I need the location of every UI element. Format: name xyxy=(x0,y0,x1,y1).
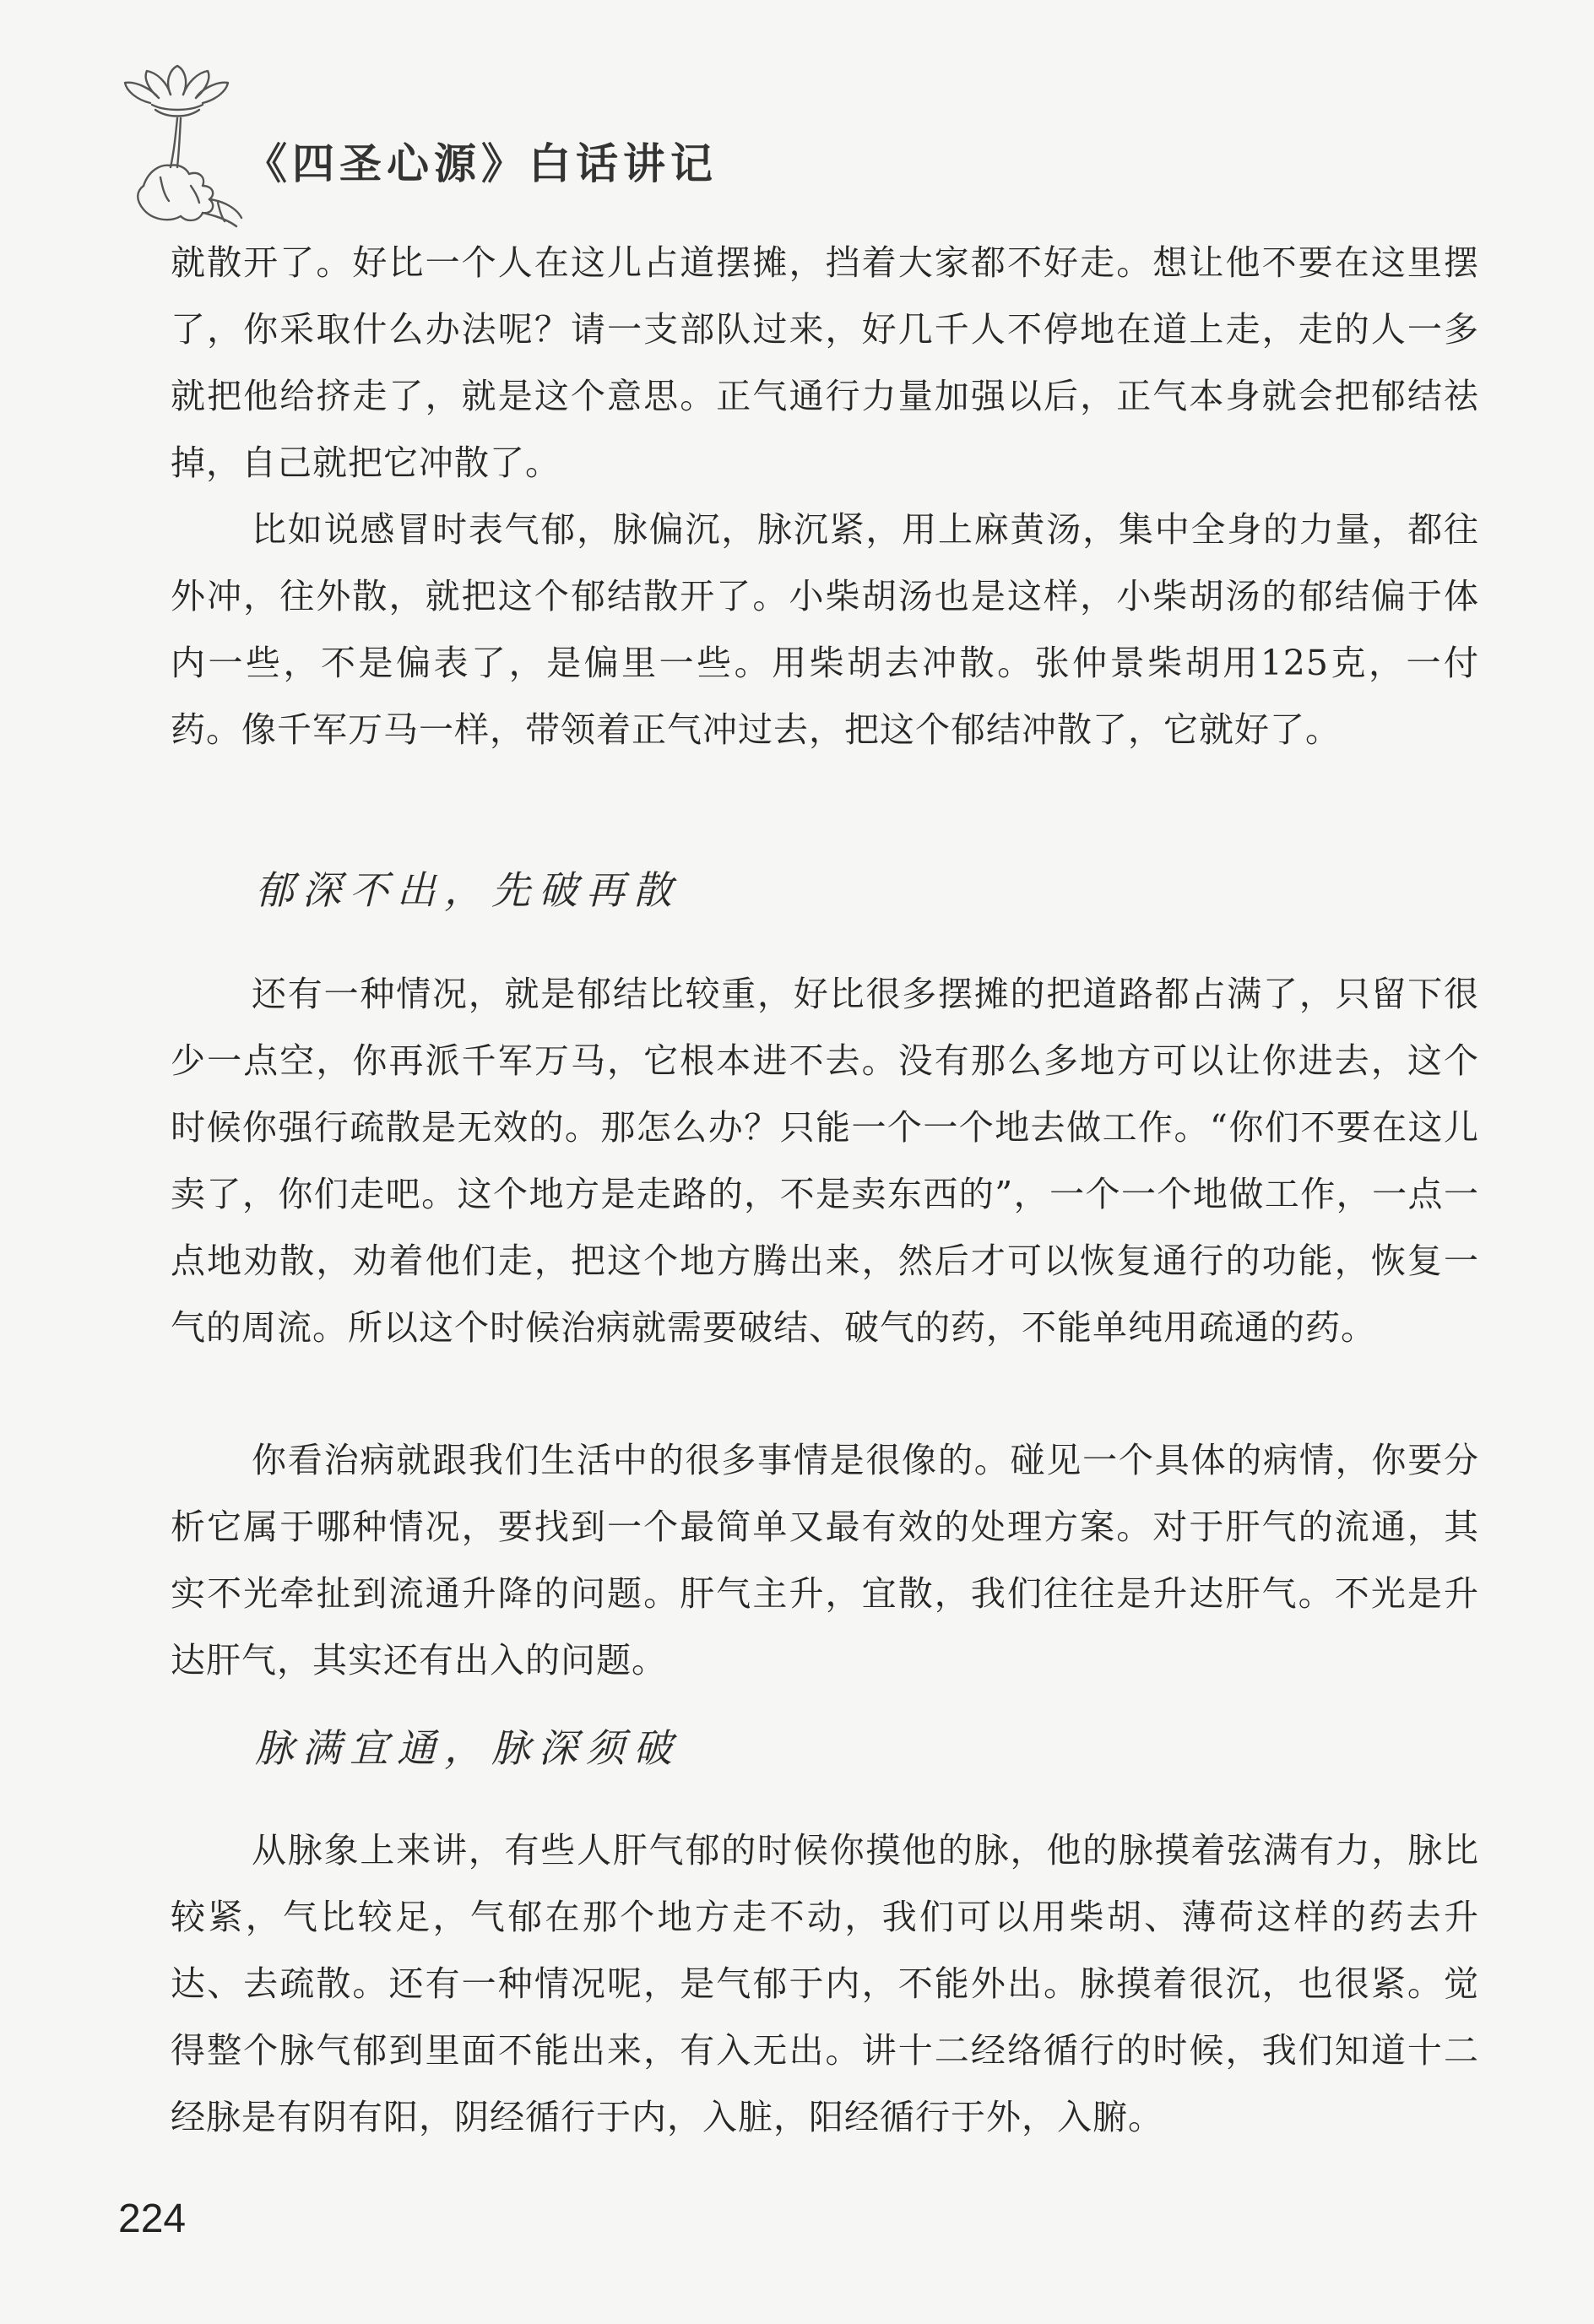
running-header xyxy=(118,59,878,228)
section-heading: 脉满宜通，脉深须破 xyxy=(255,1725,680,1771)
paragraph: 比如说感冒时表气郁，脉偏沉，脉沉紧，用上麻黄汤，集中全身的力量，都往外冲，往外散，就把这个郁结散开了。小柴胡汤也是这样，小柴胡汤的郁结偏于体内一些，不是偏表了，是偏里一些。用柴胡去冲散。张仲景柴胡用125克，一付药。像千军万马一样，带领着正气冲过去，把这个郁结冲散了，它就好了。 xyxy=(171,509,1479,750)
paragraph: 你看治病就跟我们生活中的很多事情是很像的。碰见一个具体的病情，你要分析它属于哪种情况，要找到一个最简单又最有效的处理方案。对于肝气的流通，其实不光牵扯到流通升降的问题。肝气主升，宜散，我们往往是升达肝气。不光是升达肝气，其实还有出入的问题。 xyxy=(171,1440,1479,1681)
page-number: 224 xyxy=(118,2196,187,2241)
paragraph: 就散开了。好比一个人在这儿占道摆摊，挡着大家都不好走。想让他不要在这里摆了，你采取什么办法呢？请一支部队过来，好几千人不停地在道上走，走的人一多就把他给挤走了，就是这个意思。正气通行力量加强以后，正气本身就会把郁结祛掉，自己就把它冲散了。 xyxy=(171,242,1479,483)
section-heading: 郁深不出，先破再散 xyxy=(255,867,680,913)
book-title: 《四圣心源》白话讲记 xyxy=(245,138,718,188)
paragraph: 从脉象上来讲，有些人肝气郁的时候你摸他的脉，他的脉摸着弦满有力，脉比较紧，气比较足，气郁在那个地方走不动，我们可以用柴胡、薄荷这样的药去升达、去疏散。还有一种情况呢，是气郁于内，不能外出。脉摸着很沉，也很紧。觉得整个脉气郁到里面不能出来，有入无出。讲十二经络循行的时候，我们知道十二经脉是有阴有阳，阴经循行于内，入脏，阳经循行于外，入腑。 xyxy=(171,1830,1479,2137)
lotus-hand-icon xyxy=(118,59,245,228)
paragraph: 还有一种情况，就是郁结比较重，好比很多摆摊的把道路都占满了，只留下很少一点空，你再派千军万马，它根本进不去。没有那么多地方可以让你进去，这个时候你强行疏散是无效的。那怎么办？只能一个一个地去做工作。“你们不要在这儿卖了，你们走吧。这个地方是走路的，不是卖东西的”，一个一个地做工作，一点一点地劝散，劝着他们走，把这个地方腾出来，然后才可以恢复通行的功能，恢复一气的周流。所以这个时候治病就需要破结、破气的药，不能单纯用疏通的药。 xyxy=(171,974,1479,1348)
